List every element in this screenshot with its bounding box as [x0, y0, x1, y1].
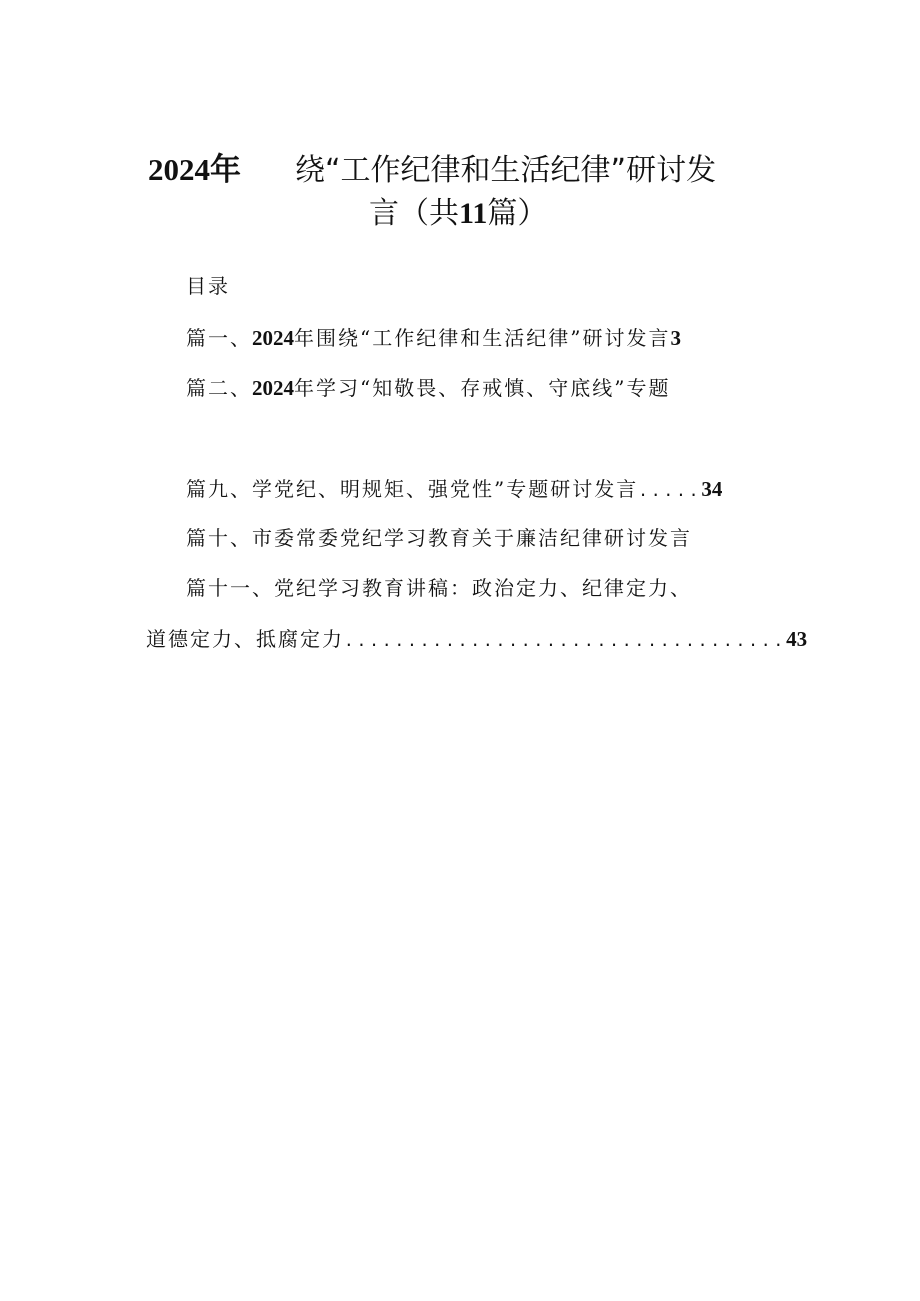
toc-item-page: 34 [701, 477, 723, 501]
title-count-prefix: 言（共 [369, 196, 459, 231]
toc-item [186, 375, 670, 401]
toc-item-prefix: 篇二、 [186, 376, 252, 400]
title-count: 11 [459, 197, 488, 230]
title-count-suffix: 篇） [487, 196, 548, 231]
toc-item-year: 2024 [252, 326, 294, 350]
toc-item-title: 篇十一、党纪学习教育讲稿：政治定力、纪律定力、 [186, 576, 692, 600]
toc-leader-dots: ................................... [344, 631, 787, 650]
document-title-line-2 [369, 196, 547, 232]
toc-item [186, 476, 722, 504]
document-title-line-1 [148, 152, 716, 189]
toc-item-title: 年学习“知敬畏、存戒慎、守底线”专题 [294, 376, 671, 400]
toc-leader-dots: ..... [638, 481, 702, 500]
toc-item-title: 篇十、市委常委党纪学习教育关于廉洁纪律研讨发言 [186, 526, 692, 550]
toc-heading: 目录 [186, 274, 230, 298]
title-text: 绕“工作纪律和生活纪律”研讨发 [295, 153, 717, 188]
toc-item [186, 575, 692, 601]
toc-item-title: 篇九、学党纪、明规矩、强党性”专题研讨发言 [186, 477, 639, 501]
toc-item-page: 3 [670, 326, 681, 350]
toc-item-title: 年围绕“工作纪律和生活纪律”研讨发言 [294, 326, 671, 350]
title-year: 2024年 [148, 152, 241, 187]
toc-item-year: 2024 [252, 376, 294, 400]
toc-item-title: 道德定力、抵腐定力 [146, 627, 344, 651]
toc-item-prefix: 篇一、 [186, 326, 252, 350]
toc-item-page: 43 [786, 627, 808, 651]
toc-item-continuation [146, 626, 807, 654]
toc-item [186, 325, 681, 351]
toc-item [186, 525, 692, 551]
